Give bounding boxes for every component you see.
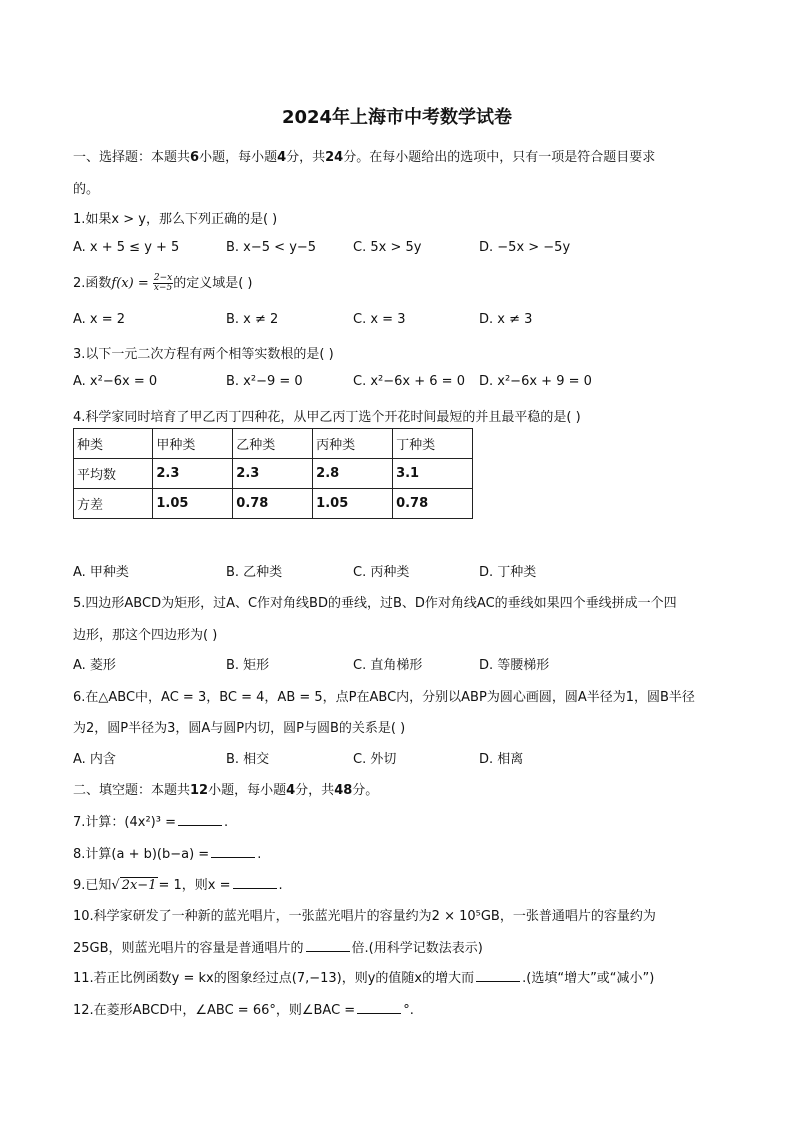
question-4-option-b: B. 乙种类 — [226, 565, 283, 580]
question-9: 9.已知√ 2x−1 = 1，则x = . — [73, 878, 283, 893]
radicand: 2x−1 — [121, 878, 157, 893]
question-1-option-d: D. −5x > −5y — [479, 240, 571, 255]
table-row — [74, 489, 473, 519]
table-row — [74, 459, 473, 489]
answer-blank — [233, 876, 277, 889]
question-9-text-a: 9.已知 — [73, 878, 112, 893]
section-1-text-a: 一、选择题：本题共 — [73, 150, 191, 165]
question-4-option-a: A. 甲种类 — [73, 565, 129, 580]
table-cell: 0.78 — [393, 489, 473, 519]
question-3-option-c: C. x²−6x + 6 = 0 — [353, 374, 465, 389]
answer-blank — [357, 1001, 401, 1014]
table-cell: 3.1 — [393, 459, 473, 489]
section-1-points-total: 24 — [325, 150, 344, 165]
table-row — [74, 429, 473, 459]
table-cell: 2.3 — [153, 459, 233, 489]
question-5-option-a: A. 菱形 — [73, 658, 116, 673]
answer-blank — [306, 939, 350, 952]
fraction-denominator: x−5 — [153, 283, 173, 293]
question-2-fraction — [153, 274, 173, 293]
section-1-header-cont: 的。 — [73, 182, 100, 197]
question-2-option-d: D. x ≠ 3 — [479, 312, 533, 327]
section-1-header — [73, 146, 655, 165]
question-4-option-c: C. 丙种类 — [353, 565, 410, 580]
table-cell: 丁种类 — [393, 429, 473, 459]
question-1-option-a: A. x + 5 ≤ y + 5 — [73, 240, 180, 255]
question-2-function: f(x) = — [111, 276, 149, 291]
section-1-text-c: 分，共 — [286, 150, 326, 165]
question-2-option-b: B. x ≠ 2 — [226, 312, 279, 327]
question-5-option-c: C. 直角梯形 — [353, 658, 423, 673]
table-cell: 2.3 — [233, 459, 313, 489]
question-3-option-d: D. x²−6x + 9 = 0 — [479, 374, 592, 389]
question-4-option-d: D. 丁种类 — [479, 565, 537, 580]
section-2-points-each: 4 — [286, 783, 296, 798]
question-7 — [73, 811, 228, 830]
question-1-stem: 1.如果x > y，那么下列正确的是( ) — [73, 212, 278, 227]
question-6-stem: 6.在△ABC中，AC = 3，BC = 4，AB = 5，点P在ABC内，分别以ABP为圆心画圆，圆A半径为1，圆B半径 — [73, 690, 695, 705]
section-2-header — [73, 779, 378, 798]
question-10-stem: 10.科学家研发了一种新的蓝光唱片，一张蓝光唱片的容量约为2 × 10⁵GB，一张普通唱片的容量约为 — [73, 909, 656, 924]
question-4-table — [73, 428, 473, 519]
question-6-option-b: B. 相交 — [226, 752, 270, 767]
question-6-option-a: A. 内含 — [73, 752, 116, 767]
page-title: 2024年上海市中考数学试卷 — [281, 107, 513, 128]
table-cell: 甲种类 — [153, 429, 233, 459]
section-2-text-a: 二、填空题：本题共 — [73, 783, 191, 798]
table-cell: 种类 — [74, 429, 153, 459]
question-8 — [73, 843, 261, 862]
question-4-stem: 4.科学家同时培育了甲乙丙丁四种花，从甲乙丙丁选个开花时间最短的并且最平稳的是( ) — [73, 410, 581, 425]
section-2-text-b: 小题，每小题 — [208, 783, 287, 798]
question-9-text-b: = 1，则x = — [158, 878, 231, 893]
question-8-text: 8.计算(a + b)(b−a) = — [73, 847, 210, 862]
question-9-end: . — [278, 878, 283, 893]
table-cell: 1.05 — [153, 489, 233, 519]
question-7-end: . — [223, 815, 229, 830]
question-6-option-c: C. 外切 — [353, 752, 397, 767]
question-5-stem: 5.四边形ABCD为矩形，过A、C作对角线BD的垂线，过B、D作对角线AC的垂线如果四个垂线拼成一个四 — [73, 596, 677, 611]
question-1-option-c: C. 5x > 5y — [353, 240, 422, 255]
fraction-numerator: 2−x — [153, 273, 173, 283]
table-cell: 乙种类 — [233, 429, 313, 459]
answer-blank — [178, 813, 222, 826]
question-10-text-b: 倍.(用科学记数法表示) — [351, 941, 483, 956]
question-5-option-b: B. 矩形 — [226, 658, 270, 673]
question-5-stem-cont: 边形，那这个四边形为( ) — [73, 628, 218, 643]
question-2-stem — [73, 272, 252, 293]
table-cell: 方差 — [74, 489, 153, 519]
table-cell: 平均数 — [74, 459, 153, 489]
question-8-end: . — [257, 847, 262, 862]
question-12-text-a: 12.在菱形ABCD中，∠ABC = 66°，则∠BAC = — [73, 1003, 356, 1018]
question-2-option-a: A. x = 2 — [73, 312, 126, 327]
table-cell: 0.78 — [233, 489, 313, 519]
table-cell: 1.05 — [313, 489, 393, 519]
question-11-text-b: .(选填“增大”或“减小”) — [522, 971, 655, 986]
question-10-text-a: 25GB，则蓝光唱片的容量是普通唱片的 — [73, 941, 304, 956]
question-5-option-d: D. 等腰梯形 — [479, 658, 550, 673]
question-12-end: °. — [403, 1003, 414, 1018]
table-cell: 丙种类 — [313, 429, 393, 459]
question-10-stem-cont — [73, 937, 483, 956]
question-6-option-d: D. 相离 — [479, 752, 524, 767]
section-1-count: 6 — [190, 150, 200, 165]
question-7-text: 7.计算：(4x²)³ = — [73, 815, 176, 830]
section-1-text-b: 小题，每小题 — [199, 150, 278, 165]
question-2-option-c: C. x = 3 — [353, 312, 406, 327]
question-6-stem-cont: 为2，圆P半径为3，圆A与圆P内切，圆P与圆B的关系是( ) — [73, 721, 406, 736]
question-1-option-b: B. x−5 < y−5 — [226, 240, 317, 255]
section-2-text-d: 分。 — [352, 783, 379, 798]
question-11 — [73, 967, 654, 986]
question-3-option-a: A. x²−6x = 0 — [73, 374, 158, 389]
section-2-points-total: 48 — [334, 783, 353, 798]
answer-blank — [211, 845, 255, 858]
question-12 — [73, 999, 414, 1018]
section-2-count: 12 — [190, 783, 209, 798]
answer-blank — [476, 969, 520, 982]
question-3-option-b: B. x²−9 = 0 — [226, 374, 303, 389]
table-cell: 2.8 — [313, 459, 393, 489]
question-2-text-a: 2.函数 — [73, 276, 112, 291]
section-1-text-d: 分。在每小题给出的选项中，只有一项是符合题目要求 — [343, 150, 656, 165]
question-3-stem: 3.以下一元二次方程有两个相等实数根的是( ) — [73, 347, 334, 362]
question-11-text-a: 11.若正比例函数y = kx的图象经过点(7,−13)，则y的值随x的增大而 — [73, 971, 475, 986]
section-1-points-each: 4 — [277, 150, 287, 165]
section-2-text-c: 分，共 — [295, 783, 335, 798]
question-2-text-b: 的定义域是( ) — [173, 276, 253, 291]
